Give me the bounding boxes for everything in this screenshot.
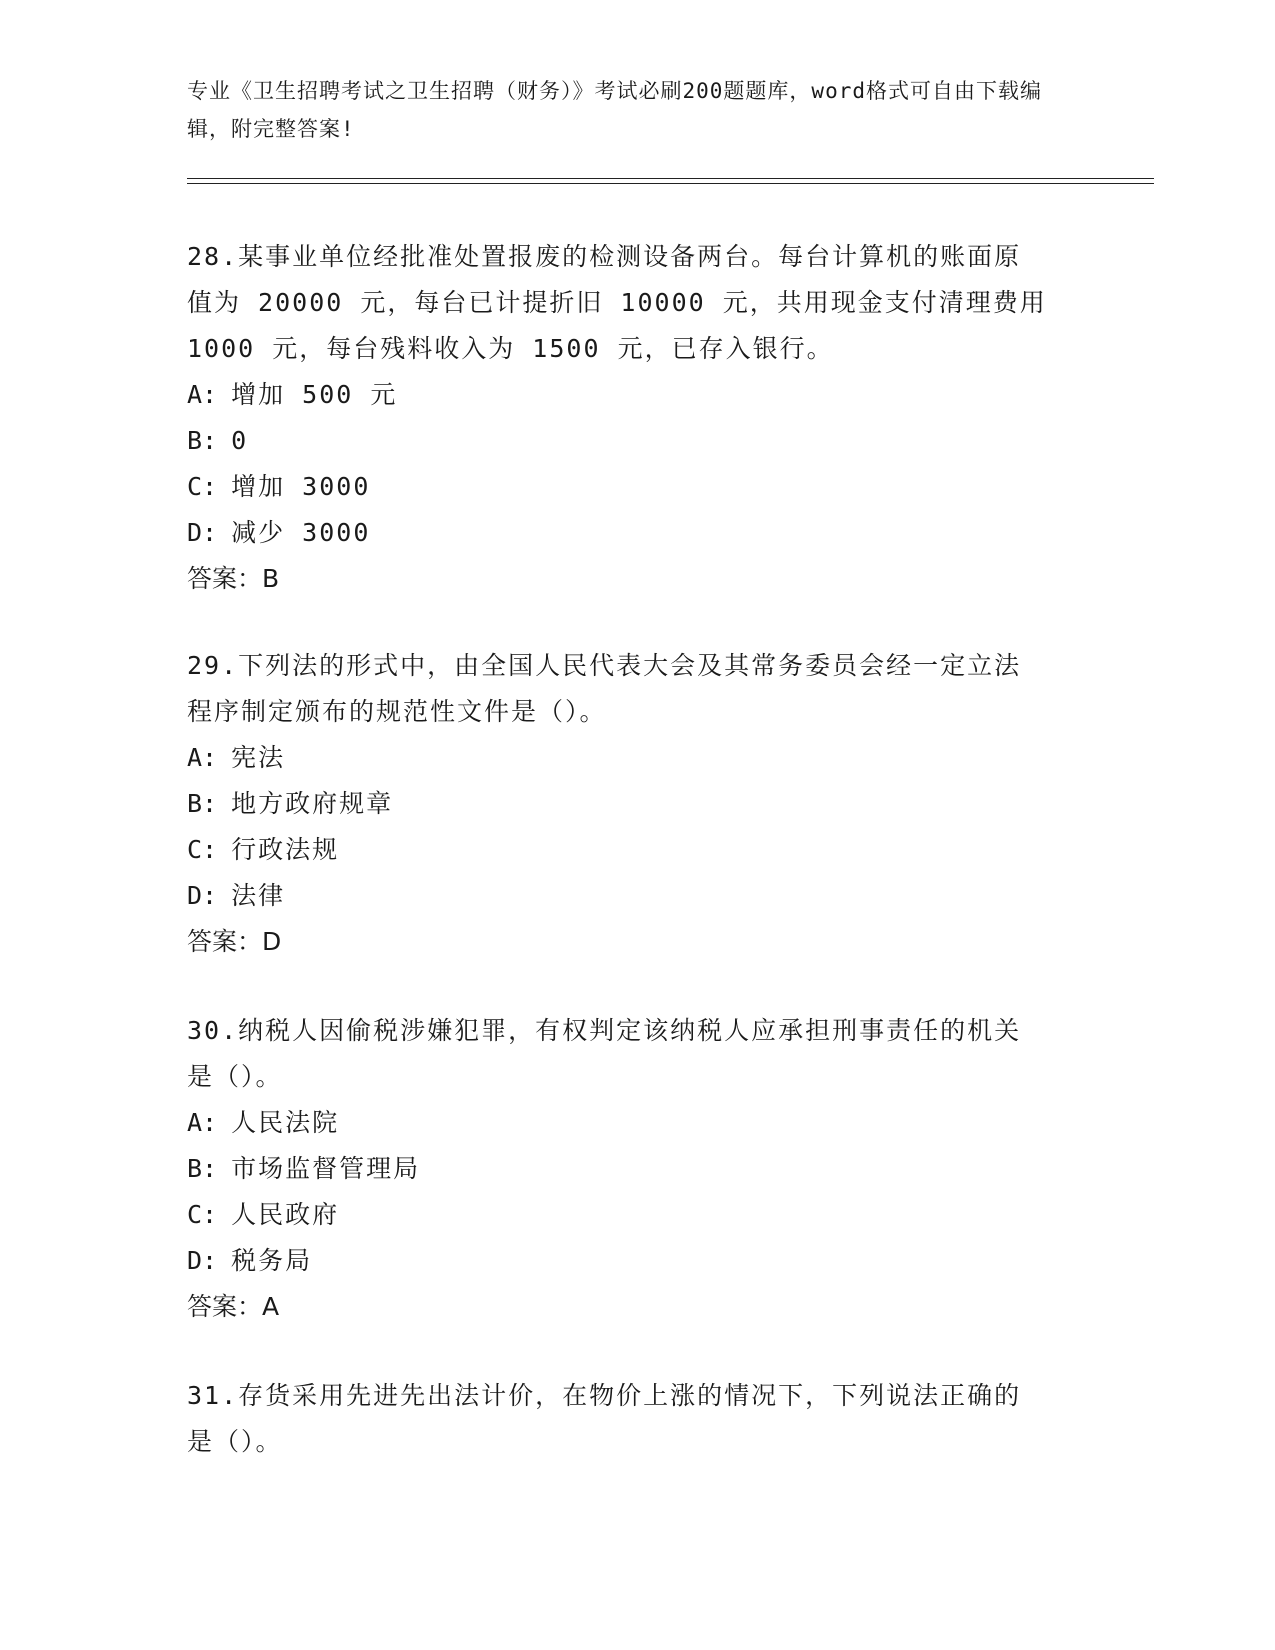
question-stem: [187, 1008, 1077, 1100]
option-d: D: 税务局: [187, 1246, 313, 1275]
question-stem: [187, 234, 1077, 372]
stem-line: 是（）。: [187, 1062, 283, 1091]
option-c: C: 增加 3000: [187, 472, 371, 501]
option-c: C: 人民政府: [187, 1200, 340, 1229]
answer-label: 答案：D: [187, 927, 282, 956]
question-number: 30.: [187, 1016, 239, 1045]
question-stem: [187, 643, 1077, 735]
option-a: A: 增加 500 元: [187, 380, 398, 409]
option-b: B: 地方政府规章: [187, 789, 394, 818]
question-number: 28.: [187, 242, 239, 271]
option-c: C: 行政法规: [187, 835, 340, 864]
option-b: B: 0: [187, 426, 249, 455]
stem-line: 30.纳税人因偷税涉嫌犯罪，有权判定该纳税人应承担刑事责任的机关: [187, 1016, 1022, 1045]
question-30: [187, 1008, 1077, 1330]
stem-line: 29.下列法的形式中，由全国人民代表大会及其常务委员会经一定立法: [187, 651, 1022, 680]
stem-line: 是（）。: [187, 1427, 283, 1456]
header-divider-top: [187, 178, 1154, 179]
answer-label: 答案：A: [187, 1292, 280, 1321]
stem-line: 程序制定颁布的规范性文件是（）。: [187, 697, 607, 726]
question-stem: [187, 1373, 1077, 1465]
stem-line: 31.存货采用先进先出法计价，在物价上涨的情况下，下列说法正确的: [187, 1381, 1022, 1410]
option-b: B: 市场监督管理局: [187, 1154, 421, 1183]
option-a: A: 人民法院: [187, 1108, 340, 1137]
stem-line: 值为 20000 元，每台已计提折旧 10000 元，共用现金支付清理费用: [187, 288, 1047, 317]
option-a: A: 宪法: [187, 743, 286, 772]
option-d: D: 减少 3000: [187, 518, 371, 547]
question-number: 29.: [187, 651, 239, 680]
stem-line: 28.某事业单位经批准处置报废的检测设备两台。每台计算机的账面原: [187, 242, 1022, 271]
option-d: D: 法律: [187, 881, 286, 910]
stem-line: 1000 元，每台残料收入为 1500 元，已存入银行。: [187, 334, 834, 363]
question-28: [187, 234, 1077, 602]
header-text: 专业《卫生招聘考试之卫生招聘（财务）》考试必刷200题题库，word格式可自由下载编辑，附完整答案!: [187, 79, 1042, 141]
question-31: [187, 1373, 1077, 1465]
answer-label: 答案：B: [187, 564, 280, 593]
question-number: 31.: [187, 1381, 239, 1410]
header-divider-bottom: [187, 183, 1154, 184]
question-29: [187, 643, 1077, 965]
document-header: [187, 72, 1067, 148]
